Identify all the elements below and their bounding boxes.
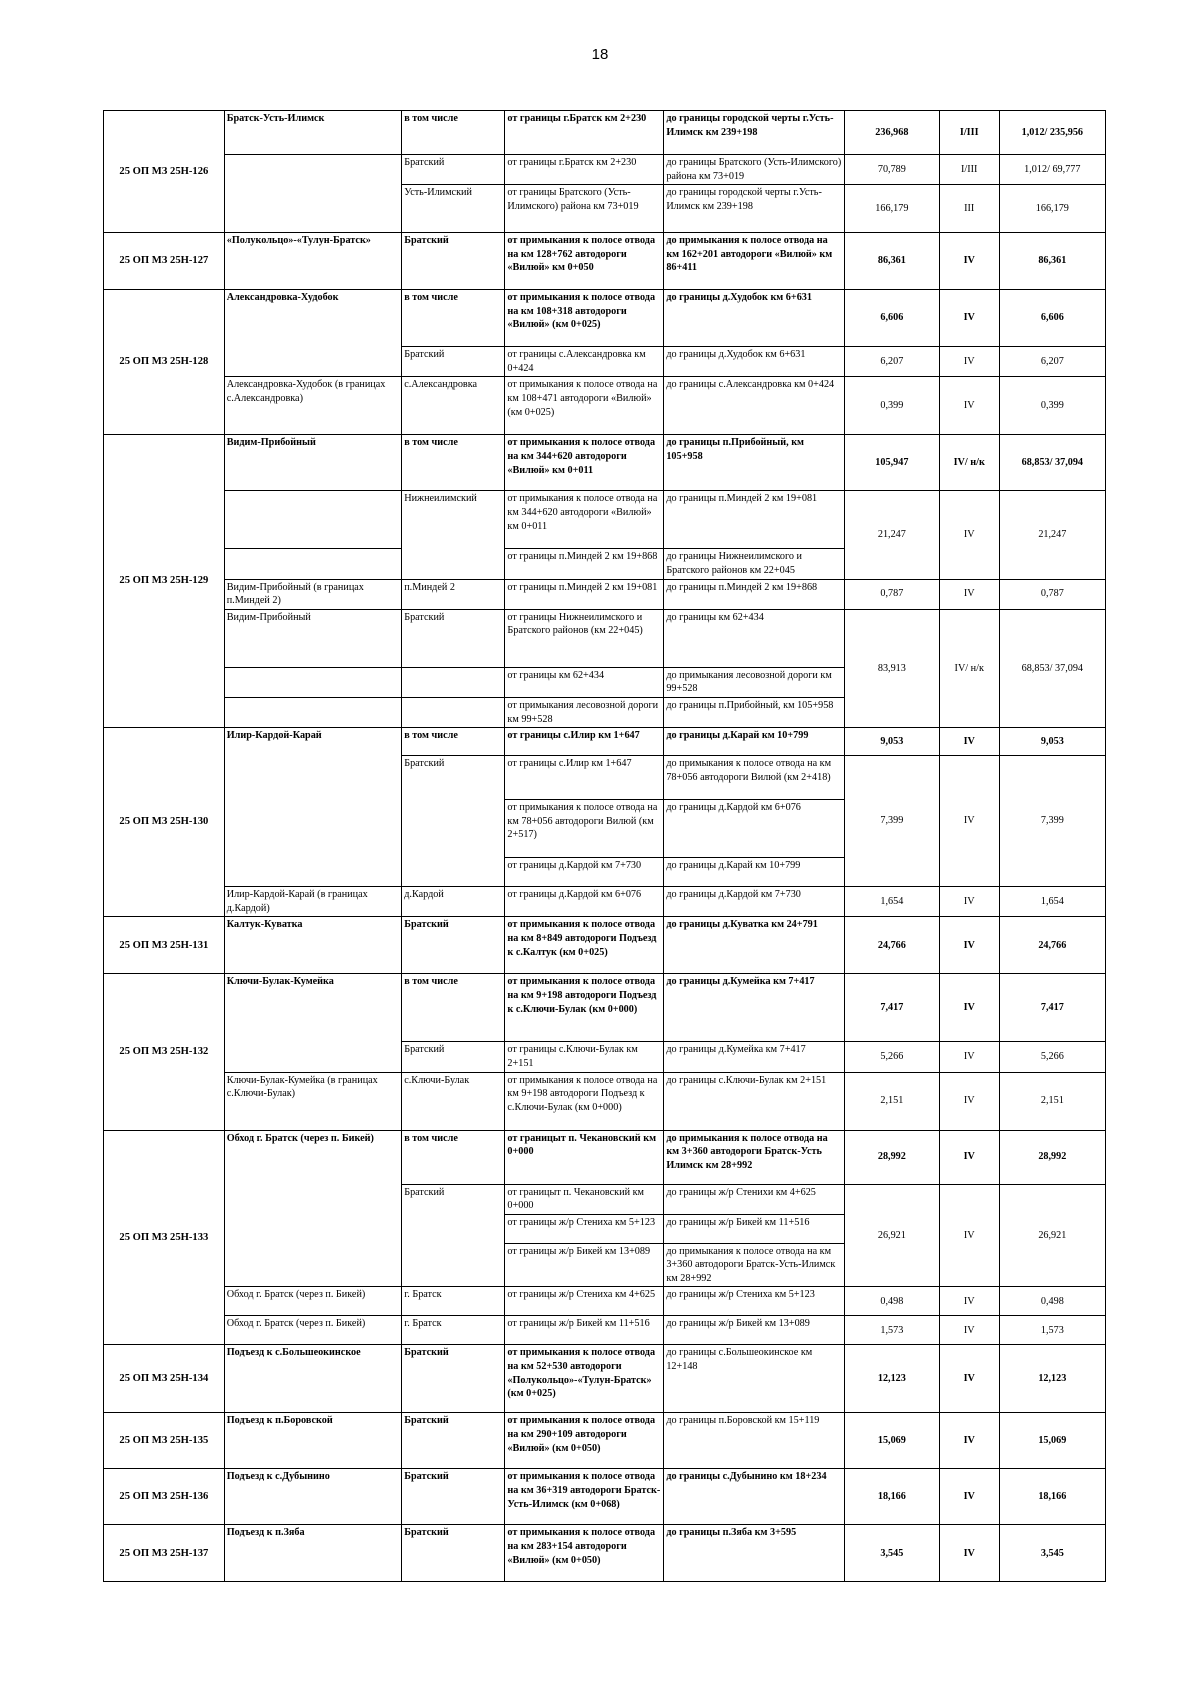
from-cell: от границы с.Илир км 1+647 xyxy=(505,728,664,756)
surface-length-cell: 68,853/ 37,094 xyxy=(999,435,1105,491)
category-cell: I/III xyxy=(939,155,999,185)
table-row xyxy=(104,1316,1106,1345)
length-cell: 18,166 xyxy=(844,1469,939,1525)
surface-length-cell: 9,053 xyxy=(999,728,1105,756)
road-name-cell: Подъезд к п.Боровской xyxy=(224,1413,401,1469)
category-cell: IV xyxy=(939,756,999,887)
category-cell: IV xyxy=(939,1469,999,1525)
from-cell: от границы Нижнеилимского и Братского районов (км 22+045) xyxy=(505,609,664,667)
to-cell: до границы п.Прибойный, км 105+958 xyxy=(664,697,845,727)
table-row xyxy=(104,1072,1106,1130)
table-row xyxy=(104,1469,1106,1525)
table-row xyxy=(104,974,1106,1042)
length-cell: 21,247 xyxy=(844,491,939,579)
category-cell: IV xyxy=(939,1525,999,1582)
table-row xyxy=(104,155,1106,185)
from-cell: от границы с.Илир км 1+647 xyxy=(505,756,664,800)
surface-length-cell: 1,654 xyxy=(999,887,1105,917)
length-cell: 15,069 xyxy=(844,1413,939,1469)
from-cell: от границы ж/р Стениха км 4+625 xyxy=(505,1287,664,1316)
surface-length-cell: 7,399 xyxy=(999,756,1105,887)
to-cell: до границы д.Худобок км 6+631 xyxy=(664,347,845,377)
to-cell: до границы городской черты г.Усть-Илимск км 239+198 xyxy=(664,111,845,155)
road-name-cell xyxy=(224,697,401,727)
length-cell: 86,361 xyxy=(844,233,939,290)
category-cell: IV xyxy=(939,377,999,435)
from-cell: от границы д.Кардой км 6+076 xyxy=(505,887,664,917)
road-code-cell: 25 ОП МЗ 25Н-130 xyxy=(104,728,225,917)
surface-length-cell: 15,069 xyxy=(999,1413,1105,1469)
surface-length-cell: 1,573 xyxy=(999,1316,1105,1345)
length-cell: 1,573 xyxy=(844,1316,939,1345)
road-name-cell: Обход г. Братск (через п. Бикей) xyxy=(224,1316,401,1345)
road-name-cell xyxy=(224,491,401,549)
from-cell: от границы ж/р Бикей км 11+516 xyxy=(505,1316,664,1345)
length-cell: 28,992 xyxy=(844,1130,939,1184)
table-row xyxy=(104,1287,1106,1316)
from-cell: от примыкания к полосе отвода на км 283+154 автодороги «Вилюй» (км 0+050) xyxy=(505,1525,664,1582)
category-cell: IV xyxy=(939,917,999,974)
from-cell: от примыкания к полосе отвода на км 108+471 автодороги «Вилюй» (км 0+025) xyxy=(505,377,664,435)
table-row xyxy=(104,233,1106,290)
length-cell: 1,654 xyxy=(844,887,939,917)
from-cell: от примыкания к полосе отвода на км 108+318 автодороги «Вилюй» (км 0+025) xyxy=(505,290,664,347)
district-cell xyxy=(402,667,505,697)
from-cell: от примыкания к полосе отвода на км 290+109 автодороги «Вилюй» (км 0+050) xyxy=(505,1413,664,1469)
page-number: 18 xyxy=(591,46,609,63)
road-name-cell: Подъезд к п.Зяба xyxy=(224,1525,401,1582)
category-cell: IV xyxy=(939,728,999,756)
length-cell: 3,545 xyxy=(844,1525,939,1582)
district-cell: в том числе xyxy=(402,1130,505,1184)
road-name-cell: Подъезд к с.Дубынино xyxy=(224,1469,401,1525)
to-cell: до границы п.Боровской км 15+119 xyxy=(664,1413,845,1469)
table-row xyxy=(104,491,1106,549)
district-cell: Братский xyxy=(402,1042,505,1072)
length-cell: 26,921 xyxy=(844,1184,939,1287)
surface-length-cell: 28,992 xyxy=(999,1130,1105,1184)
from-cell: от границы км 62+434 xyxy=(505,667,664,697)
to-cell: до границы Нижнеилимского и Братского районов км 22+045 xyxy=(664,549,845,579)
to-cell: до примыкания к полосе отвода на км 3+360 автодороги Братск-Усть Илимск км 28+992 xyxy=(664,1130,845,1184)
to-cell: до границы с.Большеокинское км 12+148 xyxy=(664,1345,845,1413)
length-cell: 83,913 xyxy=(844,609,939,727)
to-cell: до границы д.Карай км 10+799 xyxy=(664,728,845,756)
from-cell: от границы п.Миндей 2 км 19+868 xyxy=(505,549,664,579)
district-cell: Братский xyxy=(402,155,505,185)
road-code-cell: 25 ОП МЗ 25Н-135 xyxy=(104,1413,225,1469)
length-cell: 24,766 xyxy=(844,917,939,974)
road-name-cell: Обход г. Братск (через п. Бикей) xyxy=(224,1287,401,1316)
road-code-cell: 25 ОП МЗ 25Н-133 xyxy=(104,1130,225,1345)
category-cell: IV xyxy=(939,233,999,290)
surface-length-cell: 26,921 xyxy=(999,1184,1105,1287)
table-row xyxy=(104,887,1106,917)
road-code-cell: 25 ОП МЗ 25Н-132 xyxy=(104,974,225,1130)
length-cell: 105,947 xyxy=(844,435,939,491)
length-cell: 2,151 xyxy=(844,1072,939,1130)
surface-length-cell: 86,361 xyxy=(999,233,1105,290)
length-cell: 0,787 xyxy=(844,579,939,609)
road-name-cell: Обход г. Братск (через п. Бикей) xyxy=(224,1130,401,1287)
to-cell: до границы д.Худобок км 6+631 xyxy=(664,290,845,347)
category-cell: III xyxy=(939,185,999,233)
length-cell: 5,266 xyxy=(844,1042,939,1072)
category-cell: I/III xyxy=(939,111,999,155)
district-cell: Усть-Илимский xyxy=(402,185,505,233)
to-cell: до границы д.Куватка км 24+791 xyxy=(664,917,845,974)
road-code-cell: 25 ОП МЗ 25Н-137 xyxy=(104,1525,225,1582)
surface-length-cell: 5,266 xyxy=(999,1042,1105,1072)
road-code-cell: 25 ОП МЗ 25Н-129 xyxy=(104,435,225,728)
to-cell: до границы п.Миндей 2 км 19+868 xyxy=(664,579,845,609)
road-name-cell: Подъезд к с.Большеокинское xyxy=(224,1345,401,1413)
surface-length-cell: 0,399 xyxy=(999,377,1105,435)
from-cell: от границы г.Братск км 2+230 xyxy=(505,155,664,185)
length-cell: 70,789 xyxy=(844,155,939,185)
surface-length-cell: 7,417 xyxy=(999,974,1105,1042)
to-cell: до границы ж/р Бикей км 11+516 xyxy=(664,1214,845,1243)
to-cell: до границы км 62+434 xyxy=(664,609,845,667)
road-code-cell: 25 ОП МЗ 25Н-127 xyxy=(104,233,225,290)
road-code-cell: 25 ОП МЗ 25Н-134 xyxy=(104,1345,225,1413)
category-cell: IV xyxy=(939,1184,999,1287)
district-cell: г. Братск xyxy=(402,1287,505,1316)
surface-length-cell: 6,207 xyxy=(999,347,1105,377)
road-name-cell: Братск-Усть-Илимск xyxy=(224,111,401,155)
to-cell: до примыкания к полосе отвода на км 162+201 автодороги «Вилюй» км 86+411 xyxy=(664,233,845,290)
to-cell: до границы ж/р Стенихи км 4+625 xyxy=(664,1184,845,1214)
to-cell: до границы п.Прибойный, км 105+958 xyxy=(664,435,845,491)
table-row xyxy=(104,111,1106,155)
road-name-cell xyxy=(224,549,401,579)
from-cell: от примыкания лесовозной дороги км 99+528 xyxy=(505,697,664,727)
from-cell: от границы с.Александровка км 0+424 xyxy=(505,347,664,377)
district-cell: д.Кардой xyxy=(402,887,505,917)
to-cell: до границы д.Кардой км 7+730 xyxy=(664,887,845,917)
from-cell: от границы г.Братск км 2+230 xyxy=(505,111,664,155)
to-cell: до примыкания к полосе отвода на км 3+360 автодороги Братск-Усть-Илимск км 28+992 xyxy=(664,1243,845,1287)
from-cell: от границы с.Ключи-Булак км 2+151 xyxy=(505,1042,664,1072)
from-cell: от примыкания к полосе отвода на км 78+056 автодороги Вилюй (км 2+517) xyxy=(505,800,664,858)
table-row xyxy=(104,917,1106,974)
road-code-cell: 25 ОП МЗ 25Н-131 xyxy=(104,917,225,974)
length-cell: 0,498 xyxy=(844,1287,939,1316)
to-cell: до границы городской черты г.Усть-Илимск км 239+198 xyxy=(664,185,845,233)
from-cell: от примыкания к полосе отвода на км 9+198 автодороги Подъезд к с.Ключи-Булак (км 0+000) xyxy=(505,974,664,1042)
surface-length-cell: 0,498 xyxy=(999,1287,1105,1316)
from-cell: от примыкания к полосе отвода на км 128+762 автодороги «Вилюй» км 0+050 xyxy=(505,233,664,290)
road-name-cell: Видим-Прибойный xyxy=(224,435,401,491)
category-cell: IV xyxy=(939,1345,999,1413)
road-name-cell: Илир-Кардой-Карай xyxy=(224,728,401,887)
surface-length-cell: 12,123 xyxy=(999,1345,1105,1413)
to-cell: до границы ж/р Стениха км 5+123 xyxy=(664,1287,845,1316)
category-cell: IV xyxy=(939,491,999,579)
surface-length-cell: 18,166 xyxy=(999,1469,1105,1525)
from-cell: от границы ж/р Бикей км 13+089 xyxy=(505,1243,664,1287)
category-cell: IV xyxy=(939,347,999,377)
district-cell: с.Александровка xyxy=(402,377,505,435)
category-cell: IV xyxy=(939,1316,999,1345)
district-cell: Братский xyxy=(402,1184,505,1287)
district-cell: Братский xyxy=(402,917,505,974)
length-cell: 7,399 xyxy=(844,756,939,887)
length-cell: 166,179 xyxy=(844,185,939,233)
length-cell: 7,417 xyxy=(844,974,939,1042)
surface-length-cell: 0,787 xyxy=(999,579,1105,609)
road-name-cell: «Полукольцо»-«Тулун-Братск» xyxy=(224,233,401,290)
road-name-cell: Видим-Прибойный (в границах п.Миндей 2) xyxy=(224,579,401,609)
road-name-cell: Видим-Прибойный xyxy=(224,609,401,667)
to-cell: до границы п.Зяба км 3+595 xyxy=(664,1525,845,1582)
length-cell: 0,399 xyxy=(844,377,939,435)
category-cell: IV xyxy=(939,1413,999,1469)
surface-length-cell: 24,766 xyxy=(999,917,1105,974)
road-name-cell: Александровка-Худобок xyxy=(224,290,401,377)
category-cell: IV xyxy=(939,1130,999,1184)
to-cell: до примыкания лесовозной дороги км 99+528 xyxy=(664,667,845,697)
from-cell: от примыкания к полосе отвода на км 344+620 автодороги «Вилюй» км 0+011 xyxy=(505,435,664,491)
category-cell: IV xyxy=(939,1042,999,1072)
table-row xyxy=(104,1130,1106,1184)
district-cell: в том числе xyxy=(402,111,505,155)
road-code-cell: 25 ОП МЗ 25Н-126 xyxy=(104,111,225,233)
to-cell: до границы д.Кумейка км 7+417 xyxy=(664,1042,845,1072)
road-name-cell: Ключи-Булак-Кумейка xyxy=(224,974,401,1072)
district-cell: Братский xyxy=(402,1469,505,1525)
from-cell: от примыкания к полосе отвода на км 344+620 автодороги «Вилюй» км 0+011 xyxy=(505,491,664,549)
from-cell: от границыт п. Чекановский км 0+000 xyxy=(505,1184,664,1214)
table-row xyxy=(104,290,1106,347)
length-cell: 9,053 xyxy=(844,728,939,756)
from-cell: от границы п.Миндей 2 км 19+081 xyxy=(505,579,664,609)
table-row xyxy=(104,579,1106,609)
table-row xyxy=(104,1345,1106,1413)
table-row xyxy=(104,377,1106,435)
surface-length-cell: 1,012/ 235,956 xyxy=(999,111,1105,155)
road-code-cell: 25 ОП МЗ 25Н-136 xyxy=(104,1469,225,1525)
from-cell: от границы ж/р Стениха км 5+123 xyxy=(505,1214,664,1243)
from-cell: от примыкания к полосе отвода на км 52+530 автодороги «Полукольцо»-«Тулун-Братск» (км 0+025) xyxy=(505,1345,664,1413)
district-cell: с.Ключи-Булак xyxy=(402,1072,505,1130)
surface-length-cell: 68,853/ 37,094 xyxy=(999,609,1105,727)
to-cell: до границы с.Дубынино км 18+234 xyxy=(664,1469,845,1525)
road-name-cell: Илир-Кардой-Карай (в границах д.Кардой) xyxy=(224,887,401,917)
district-cell: Братский xyxy=(402,1345,505,1413)
district-cell: Братский xyxy=(402,347,505,377)
table-row xyxy=(104,435,1106,491)
district-cell: п.Миндей 2 xyxy=(402,579,505,609)
from-cell: от примыкания к полосе отвода на км 9+198 автодороги Подъезд к с.Ключи-Булак (км 0+000) xyxy=(505,1072,664,1130)
to-cell: до границы д.Кумейка км 7+417 xyxy=(664,974,845,1042)
from-cell: от примыкания к полосе отвода на км 8+849 автодороги Подъезд к с.Калтук (км 0+025) xyxy=(505,917,664,974)
to-cell: до границы д.Карай км 10+799 xyxy=(664,858,845,887)
road-code-cell: 25 ОП МЗ 25Н-128 xyxy=(104,290,225,435)
from-cell: от границы д.Кардой км 7+730 xyxy=(505,858,664,887)
category-cell: IV xyxy=(939,579,999,609)
to-cell: до границы Братского (Усть-Илимского) района км 73+019 xyxy=(664,155,845,185)
to-cell: до границы п.Миндей 2 км 19+081 xyxy=(664,491,845,549)
district-cell xyxy=(402,697,505,727)
category-cell: IV xyxy=(939,1072,999,1130)
district-cell: в том числе xyxy=(402,435,505,491)
road-name-cell: Ключи-Булак-Кумейка (в границах с.Ключи-Булак) xyxy=(224,1072,401,1130)
district-cell: в том числе xyxy=(402,728,505,756)
table-row xyxy=(104,1525,1106,1582)
from-cell: от границы Братского (Усть-Илимского) района км 73+019 xyxy=(505,185,664,233)
road-name-cell xyxy=(224,155,401,233)
surface-length-cell: 3,545 xyxy=(999,1525,1105,1582)
category-cell: IV xyxy=(939,887,999,917)
surface-length-cell: 166,179 xyxy=(999,185,1105,233)
category-cell: IV/ н/к xyxy=(939,435,999,491)
table-row xyxy=(104,609,1106,667)
district-cell: в том числе xyxy=(402,290,505,347)
road-name-cell xyxy=(224,667,401,697)
to-cell: до границы с.Александровка км 0+424 xyxy=(664,377,845,435)
to-cell: до границы ж/р Бикей км 13+089 xyxy=(664,1316,845,1345)
district-cell: Нижнеилимский xyxy=(402,491,505,579)
category-cell: IV xyxy=(939,974,999,1042)
surface-length-cell: 21,247 xyxy=(999,491,1105,579)
table-row xyxy=(104,1413,1106,1469)
district-cell: в том числе xyxy=(402,974,505,1042)
road-name-cell: Александровка-Худобок (в границах с.Александровка) xyxy=(224,377,401,435)
surface-length-cell: 6,606 xyxy=(999,290,1105,347)
category-cell: IV xyxy=(939,290,999,347)
district-cell: Братский xyxy=(402,609,505,667)
road-name-cell: Калтук-Куватка xyxy=(224,917,401,974)
district-cell: Братский xyxy=(402,1413,505,1469)
district-cell: Братский xyxy=(402,1525,505,1582)
from-cell: от границыт п. Чекановский км 0+000 xyxy=(505,1130,664,1184)
district-cell: г. Братск xyxy=(402,1316,505,1345)
surface-length-cell: 2,151 xyxy=(999,1072,1105,1130)
table-row xyxy=(104,728,1106,756)
district-cell: Братский xyxy=(402,233,505,290)
surface-length-cell: 1,012/ 69,777 xyxy=(999,155,1105,185)
from-cell: от примыкания к полосе отвода на км 36+319 автодороги Братск-Усть-Илимск (км 0+068) xyxy=(505,1469,664,1525)
length-cell: 6,207 xyxy=(844,347,939,377)
district-cell: Братский xyxy=(402,756,505,887)
length-cell: 12,123 xyxy=(844,1345,939,1413)
to-cell: до границы с.Ключи-Булак км 2+151 xyxy=(664,1072,845,1130)
to-cell: до границы д.Кардой км 6+076 xyxy=(664,800,845,858)
category-cell: IV/ н/к xyxy=(939,609,999,727)
length-cell: 236,968 xyxy=(844,111,939,155)
category-cell: IV xyxy=(939,1287,999,1316)
length-cell: 6,606 xyxy=(844,290,939,347)
to-cell: до примыкания к полосе отвода на км 78+056 автодороги Вилюй (км 2+418) xyxy=(664,756,845,800)
road-registry-table xyxy=(103,110,1106,1582)
